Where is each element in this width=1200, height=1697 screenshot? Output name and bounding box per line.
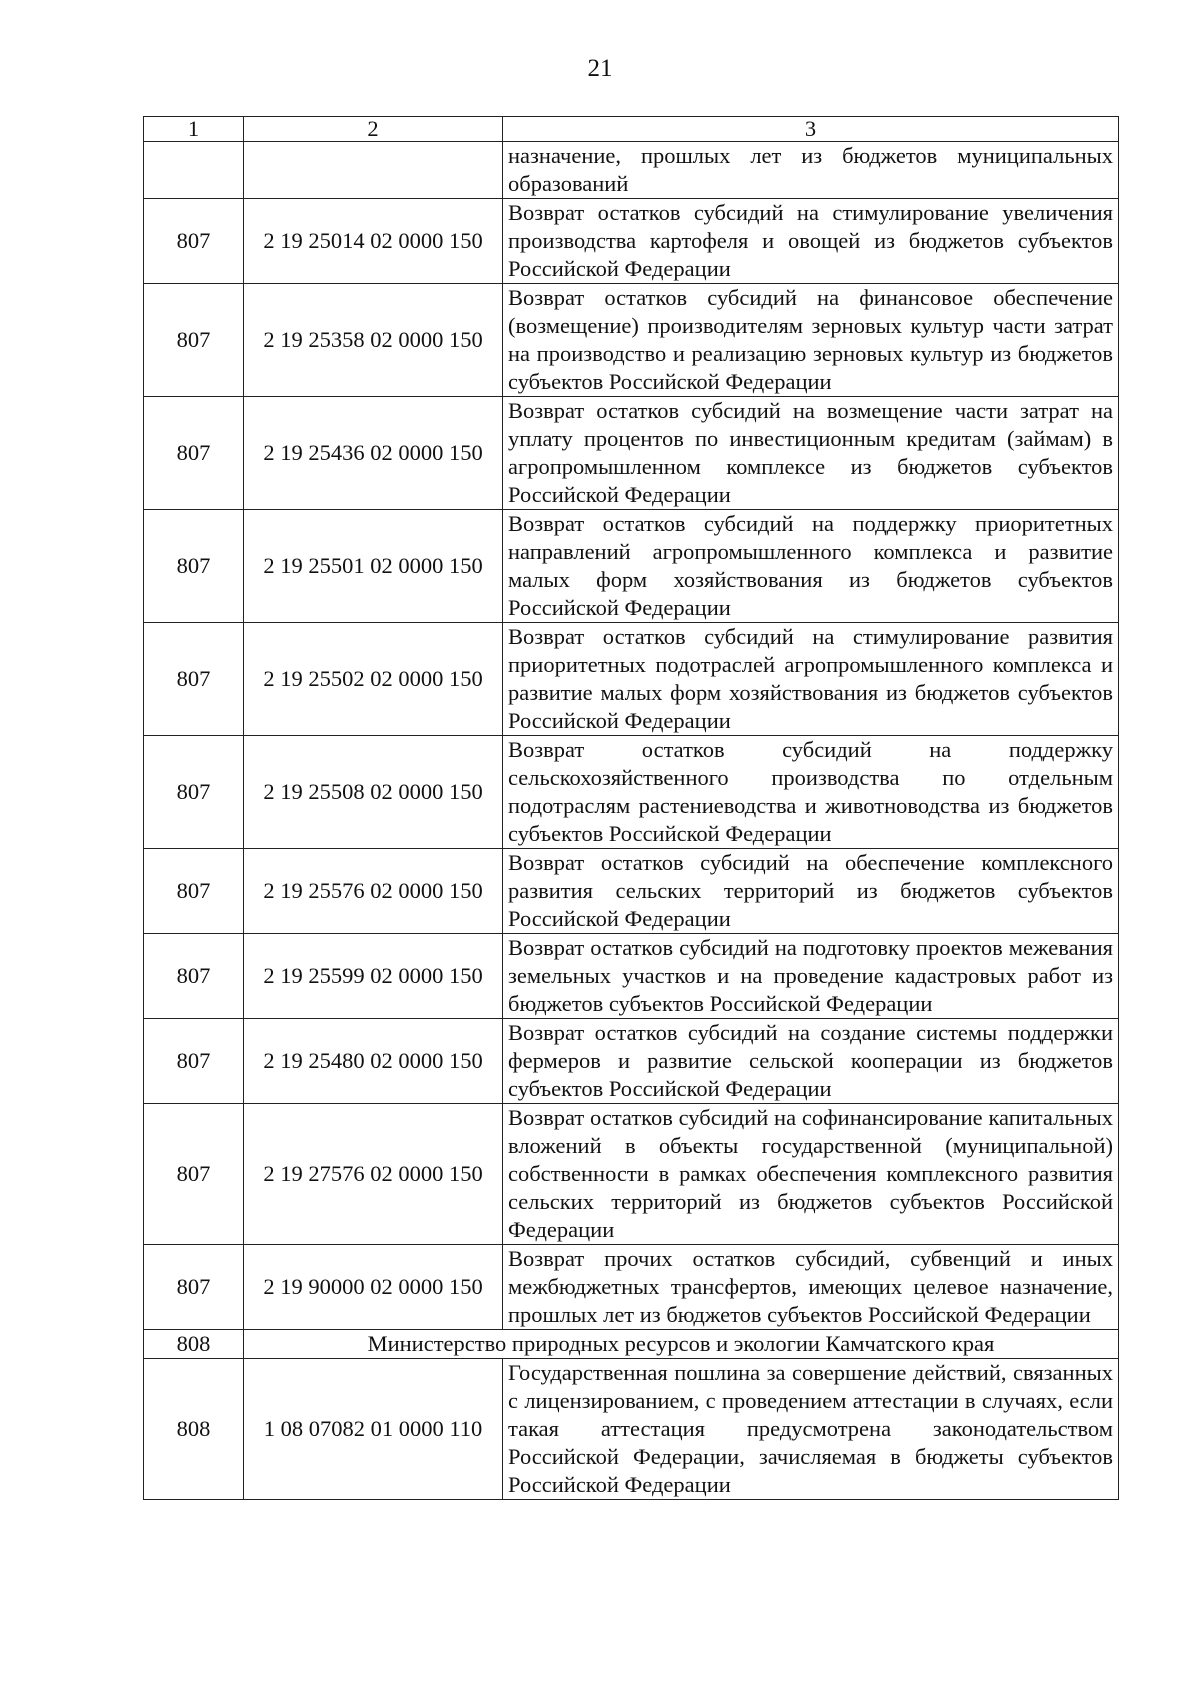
- cell-admin: 807: [144, 397, 244, 510]
- header-col-3: 3: [503, 117, 1119, 142]
- table-row: [144, 1019, 1119, 1104]
- cell-code: 2 19 25599 02 0000 150: [244, 934, 503, 1019]
- table-row: [144, 1245, 1119, 1330]
- cell-admin: 807: [144, 1104, 244, 1245]
- table-row: [144, 1359, 1119, 1500]
- cell-admin: 808: [144, 1359, 244, 1500]
- cell-description: Возврат остатков субсидий на финансовое обеспечение (возмещение) производителям зерновых культур части затрат на производство и реализацию зерновых культур из бюджетов субъектов Российской Федерации: [503, 284, 1119, 397]
- cell-code: 2 19 25436 02 0000 150: [244, 397, 503, 510]
- section-title: Министерство природных ресурсов и экологии Камчатского края: [244, 1330, 1119, 1359]
- cell-description: Возврат прочих остатков субсидий, субвенций и иных межбюджетных трансфертов, имеющих целевое назначение, прошлых лет из бюджетов субъектов Российской Федерации: [503, 1245, 1119, 1330]
- cell-admin: 807: [144, 934, 244, 1019]
- table-row: [144, 736, 1119, 849]
- cell-description: Государственная пошлина за совершение действий, связанных с лицензированием, с проведением аттестации в случаях, если такая аттестация предусмотрена законодательством Российской Федерации, зачисляемая в бюджеты субъектов Российской Федерации: [503, 1359, 1119, 1500]
- cell-code: 2 19 27576 02 0000 150: [244, 1104, 503, 1245]
- cell-description: Возврат остатков субсидий на софинансирование капитальных вложений в объекты государственной (муниципальной) собственности в рамках обеспечения комплексного развития сельских территорий из бюджетов субъектов Российской Федерации: [503, 1104, 1119, 1245]
- cell-code: 2 19 25502 02 0000 150: [244, 623, 503, 736]
- cell-description: назначение, прошлых лет из бюджетов муниципальных образований: [503, 142, 1119, 199]
- cell-code: 2 19 25014 02 0000 150: [244, 199, 503, 284]
- cell-admin: 807: [144, 1245, 244, 1330]
- cell-code: 2 19 90000 02 0000 150: [244, 1245, 503, 1330]
- cell-code: 2 19 25480 02 0000 150: [244, 1019, 503, 1104]
- cell-description: Возврат остатков субсидий на возмещение части затрат на уплату процентов по инвестиционным кредитам (займам) в агропромышленном комплексе из бюджетов субъектов Российской Федерации: [503, 397, 1119, 510]
- cell-code: 1 08 07082 01 0000 110: [244, 1359, 503, 1500]
- cell-admin: 807: [144, 849, 244, 934]
- table-header-row: [144, 117, 1119, 142]
- cell-admin: 807: [144, 199, 244, 284]
- header-col-2: 2: [244, 117, 503, 142]
- table-row: [144, 284, 1119, 397]
- cell-code: 2 19 25576 02 0000 150: [244, 849, 503, 934]
- header-col-1: 1: [144, 117, 244, 142]
- table-row: [144, 1104, 1119, 1245]
- cell-code: 2 19 25501 02 0000 150: [244, 510, 503, 623]
- cell-description: Возврат остатков субсидий на создание системы поддержки фермеров и развитие сельской кооперации из бюджетов субъектов Российской Федерации: [503, 1019, 1119, 1104]
- section-admin: 808: [144, 1330, 244, 1359]
- cell-description: Возврат остатков субсидий на поддержку приоритетных направлений агропромышленного комплекса и развитие малых форм хозяйствования из бюджетов субъектов Российской Федерации: [503, 510, 1119, 623]
- cell-description: Возврат остатков субсидий на стимулирование развития приоритетных подотраслей агропромышленного комплекса и развитие малых форм хозяйствования из бюджетов субъектов Российской Федерации: [503, 623, 1119, 736]
- cell-admin: 807: [144, 284, 244, 397]
- page-number: 21: [587, 55, 613, 82]
- cell-admin: 807: [144, 736, 244, 849]
- cell-admin: 807: [144, 510, 244, 623]
- cell-code: [244, 142, 503, 199]
- table-row: [144, 849, 1119, 934]
- cell-code: 2 19 25508 02 0000 150: [244, 736, 503, 849]
- cell-description: Возврат остатков субсидий на стимулирование увеличения производства картофеля и овощей из бюджетов субъектов Российской Федерации: [503, 199, 1119, 284]
- cell-description: Возврат остатков субсидий на подготовку проектов межевания земельных участков и на проведение кадастровых работ из бюджетов субъектов Российской Федерации: [503, 934, 1119, 1019]
- table-row: [144, 934, 1119, 1019]
- cell-admin: [144, 142, 244, 199]
- cell-admin: 807: [144, 1019, 244, 1104]
- table-row: [144, 199, 1119, 284]
- budget-classification-table: [143, 116, 1119, 1500]
- cell-code: 2 19 25358 02 0000 150: [244, 284, 503, 397]
- table-row: [144, 510, 1119, 623]
- table-row: [144, 397, 1119, 510]
- cell-description: Возврат остатков субсидий на поддержку сельскохозяйственного производства по отдельным подотраслям растениеводства и животноводства из бюджетов субъектов Российской Федерации: [503, 736, 1119, 849]
- cell-admin: 807: [144, 623, 244, 736]
- cell-description: Возврат остатков субсидий на обеспечение комплексного развития сельских территорий из бюджетов субъектов Российской Федерации: [503, 849, 1119, 934]
- table-row-continuation: [144, 142, 1119, 199]
- table-row: [144, 623, 1119, 736]
- section-row: [144, 1330, 1119, 1359]
